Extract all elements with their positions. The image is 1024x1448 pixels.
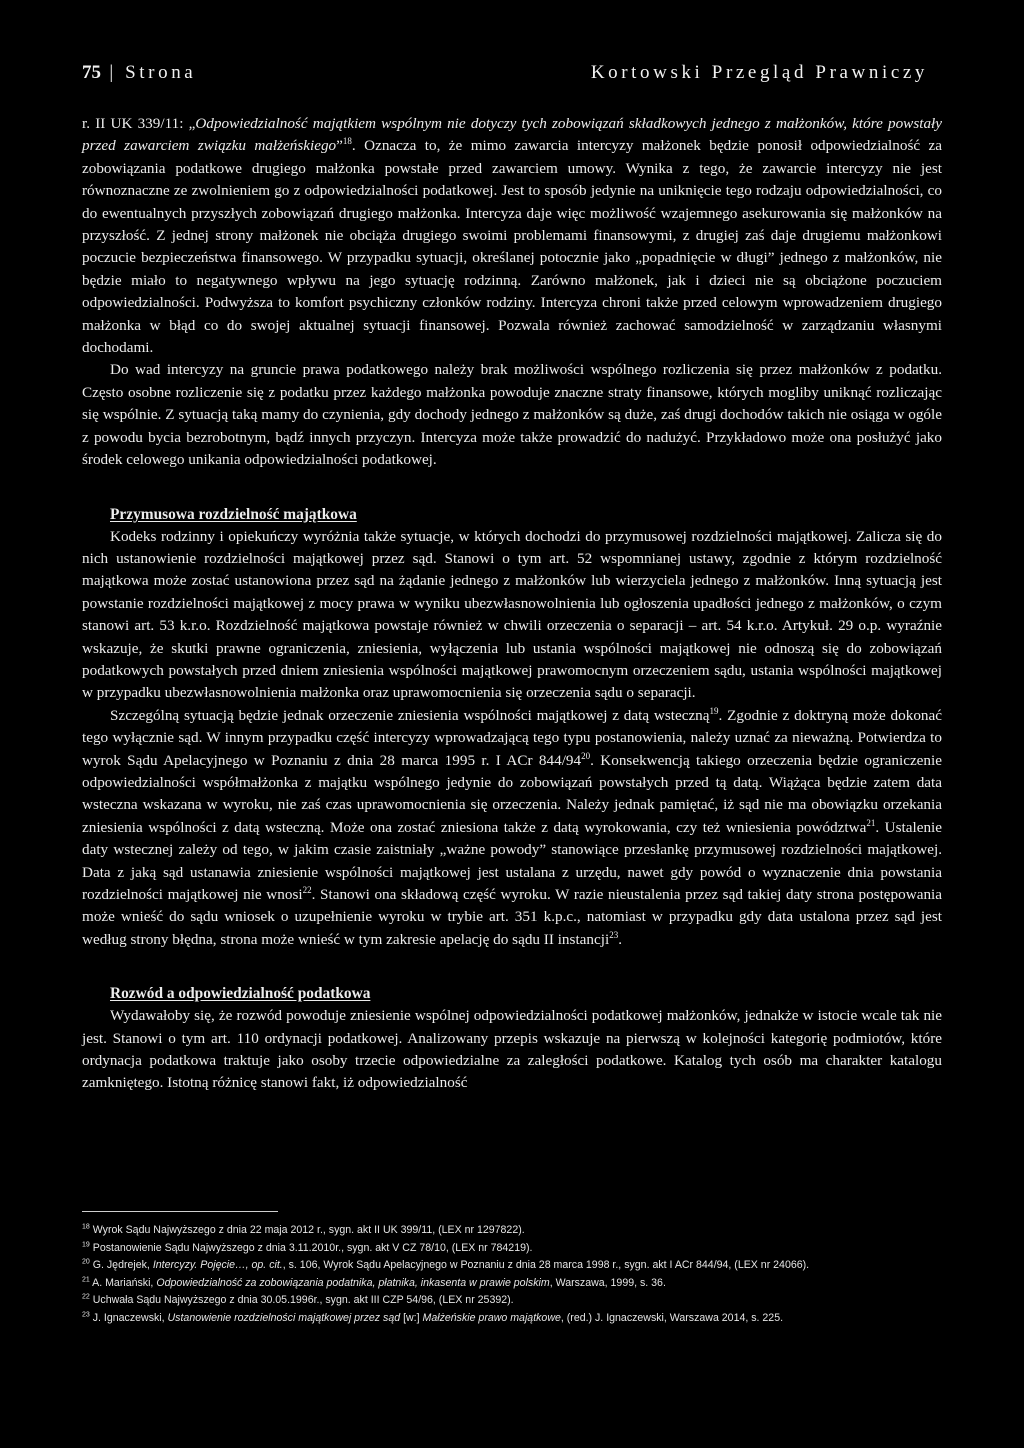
paragraph	[82, 705, 942, 951]
footnote-ref[interactable]: 20	[581, 750, 591, 761]
footnote-title: Intercyzy. Pojęcie…, op. cit.	[152, 1259, 283, 1272]
page-word: Strona	[125, 62, 197, 83]
document-body	[82, 113, 942, 1095]
quote-close: ”	[336, 137, 343, 155]
footnote-ref[interactable]: 23	[609, 929, 619, 940]
paragraph-text: . Oznacza to, że mimo zawarcia intercyzy małżonek będzie ponosił odpowiedzialność za zobowiązania podatkowe drugiego małżonka powstałe przed zawarciem umowy. Wynika z tego, że zawarcie intercyzy nie jest równoznaczne ze zwolnieniem go z odpowiedzialności podatkowej. Jest to sposób jedynie na uniknięcie tego rodzaju odpowiedzialności, co do ewentualnych przyszłych zobowiązań drugiego małżonka. Intercyza daje więc możliwość wzajemnego asekurowania się małżonków na przyszłość. Z jednej strony małżonek nie obciąża drugiego swoimi problemami finansowymi, z drugiej zaś daje drugiemu małżonkowi poczucie bezpieczeństwa finansowego. W przypadku sytuacji, określanej potocznie jako „popadnięcie w długi” jednego z małżonków, nie będzie miało to negatywnego wpływu na jego sytuację rodzinną. Zarówno małżonek, jak i dzieci nie są obciążone poczuciem odpowiedzialności. Podwyższa to komfort psychiczny członków rodziny. Intercyza chroni także przed celowym wprowadzeniem drugiego małżonka w błąd co do swojej aktualnej sytuacji finansowej. Pozwala również zachować samodzielność w zarządzaniu własnymi dochodami.	[82, 137, 943, 357]
footnote-title: Odpowiedzialność za zobowiązania podatnika, płatnika, inkasenta w prawie polskim	[156, 1276, 550, 1289]
footnote-text: [w:]	[400, 1311, 423, 1324]
page-separator: |	[109, 62, 117, 83]
paragraph-text: .	[618, 930, 622, 948]
page-number-label	[82, 62, 196, 84]
footnote-text: A. Mariański,	[92, 1276, 157, 1289]
footnote-text: , s. 106, Wyrok Sądu Apelacyjnego w Poznaniu z dnia 28 marca 1998 r., sygn. akt I ACr 844/94, (LEX nr 24066).	[282, 1259, 810, 1272]
footnote-number: 19	[82, 1241, 90, 1249]
footnote-number: 20	[82, 1258, 90, 1266]
footnote	[82, 1240, 940, 1258]
paragraph: Do wad intercyzy na gruncie prawa podatkowego należy brak możliwości wspólnego rozliczenia się przez małżonków z podatku. Często osobne rozliczenie się z podatku przez każdego małżonka powoduje znaczne straty finansowe, których mogliby uniknąć rozliczając się wspólnie. Z sytuacją taką mamy do czynienia, gdy dochody jednego z małżonków są duże, zaś drugi dochodów takich nie osiąga w ogóle z powodu bycia bezrobotnym, bądź innych przyczyn. Intercyza może także prowadzić do nadużyć. Przykładowo może ona posłużyć jako środek celowego unikania odpowiedzialności podatkowej.	[82, 361, 942, 469]
paragraph: Kodeks rodzinny i opiekuńczy wyróżnia także sytuacje, w których dochodzi do przymusowej rozdzielności majątkowej. Zalicza się do nich ustanowienie rozdzielności majątkowej przez sąd. Stanowi o tym art. 52 wspomnianej ustawy, zgodnie z którym rozdzielność majątkowa może zostać ustanowiona przez sąd na żądanie jednego z małżonków lub wierzyciela jednego z małżonków. Inną sytuacją jest powstanie rozdzielności majątkowej z mocy prawa w wyniku ubezwłasnowolnienia lub ogłoszenia upadłości jednego z małżonków, o czym stanowi art. 53 k.r.o. Rozdzielność majątkowa powstaje również w chwili orzeczenia o separacji – art. 54 k.r.o. Artykuł. 29 o.p. wyraźnie wskazuje, że skutki prawne ograniczenia, zniesienia, wyłączenia lub ustania wspólności majątkowej nie odnoszą się do zobowiązań podatkowych powstałych przed dniem zniesienia wspólności majątkowej prawomocnym orzeczeniem sądu, ustania wspólności majątkowej w przypadku ubezwłasnowolnienia małżonka oraz uprawomocnienia się orzeczenia sądu o separacji.	[82, 527, 942, 702]
footnote-text: G. Jędrejek,	[92, 1259, 153, 1272]
footnotes	[82, 1222, 940, 1328]
section-heading: Przymusowa rozdzielność majątkowa	[110, 505, 357, 523]
journal-title: Kortowski Przegląd Prawniczy	[590, 62, 928, 83]
paragraph-text: . Zgodnie z doktryną może dokonać tego wyłącznie sąd. W innym przypadku część intercyzy wprowadzającą tego typu postanowienia, należy uznać za nieważną. Potwierdza to wyrok Sądu Apelacyjnego w Poznaniu z dnia 28 marca 1995 r. I ACr 844/94	[82, 706, 942, 769]
footnote-text: Wyrok Sądu Najwyższego z dnia 22 maja 2012 r., sygn. akt II UK 399/11, (LEX nr 1297822).	[92, 1224, 525, 1236]
footnote-title: Ustanowienie rozdzielności majątkowej przez sąd	[167, 1311, 401, 1324]
paragraph: Wydawałoby się, że rozwód powoduje zniesienie wspólnej odpowiedzialności podatkowej małżonków, jednakże w istocie wcale tak nie jest. Stanowi o tym art. 110 ordynacji podatkowej. Analizowany przepis wskazuje na pierwszą w kolejności kategorię podmiotów, które ordynacja podatkowa traktuje jako osoby trzecie odpowiedzialne za zaległości podatkowe. Katalog tych osób ma charakter katalogu zamkniętego. Istotną różnicę stanowi fakt, iż odpowiedzialność	[82, 1007, 942, 1092]
footnote-text: Postanowienie Sądu Najwyższego z dnia 3.11.2010r., sygn. akt V CZ 78/10, (LEX nr 784219).	[92, 1241, 533, 1254]
footnote	[82, 1257, 940, 1275]
footnote-number: 23	[82, 1311, 90, 1319]
footnote-number: 22	[82, 1293, 90, 1301]
quote: Odpowiedzialność majątkiem wspólnym nie dotyczy tych zobowiązań składkowych jednego z małżonków, które powstały przed zawarciem związku małżeńskiego	[82, 115, 942, 155]
footnote-number: 21	[82, 1276, 90, 1284]
footnote	[82, 1275, 940, 1293]
page-header	[82, 62, 928, 84]
footnote-ref[interactable]: 21	[866, 817, 876, 828]
paragraph-text: . Stanowi ona składową część wyroku. W razie nieustalenia przez sąd takiej daty strona postępowania może wnieść do sądu wniosek o uzupełnienie wyroku w trybie art. 351 k.p.c., natomiast w przypadku gdy data ustalona przez sąd jest według strony błędna, strona może wnieść w tym zakresie apelację do sądu II instancji	[82, 886, 942, 948]
footnote-title: Małżeńskie prawo majątkowe	[422, 1311, 561, 1324]
footnote-divider	[82, 1211, 278, 1212]
footnote-text: Uchwała Sądu Najwyższego z dnia 30.05.1996r., sygn. akt III CZP 54/96, (LEX nr 25392).	[92, 1294, 514, 1307]
paragraph-text: . Ustalenie daty wstecznej zależy od tego, w jakim czasie zaistniały „ważne powody” stanowiące przesłankę przymusowej rozdzielności majątkowej. Data z jaką sąd ustanawia zniesienie wspólności majątkowej jest ustalana z urzędu, nawet gdy powód o wyznaczenie dnia powstania rozdzielności majątkowej nie wnosi	[82, 818, 942, 903]
footnote-ref[interactable]: 22	[302, 884, 312, 895]
section-heading: Rozwód a odpowiedzialność podatkowa	[110, 985, 371, 1003]
footnote-ref[interactable]: 18	[342, 136, 352, 147]
footnote	[82, 1222, 940, 1240]
footnote-number: 18	[82, 1223, 90, 1231]
paragraph-text: . Konsekwencją takiego orzeczenia będzie ograniczenie odpowiedzialności współmałżonka z majątku wspólnego jedynie do zobowiązań powstałych przed tą datą. Wiążąca będzie zatem data wsteczna wskazana w wyroku, nie zaś czas uprawomocnienia się orzeczenia. Należy jednak pamiętać, iż sąd nie ma obowiązku orzekania zniesienia wspólności z datą wsteczną. Może ona zostać zniesiona także z datą wyrokowania, czy też wniesienia powództwa	[82, 751, 942, 836]
footnote	[82, 1292, 940, 1310]
page-number: 75	[82, 62, 101, 83]
footnote-text: J. Ignaczewski,	[92, 1311, 168, 1324]
paragraph	[82, 113, 942, 359]
footnote-text: , (red.) J. Ignaczewski, Warszawa 2014, s. 225.	[560, 1311, 784, 1324]
paragraph-text: Szczególną sytuacją będzie jednak orzeczenie zniesienia wspólności majątkowej z datą wsteczną	[110, 706, 710, 724]
paragraph-lead: r. II UK 339/11: „	[82, 115, 196, 132]
footnote-text: , Warszawa, 1999, s. 36.	[549, 1276, 666, 1289]
footnote	[82, 1310, 940, 1328]
footnote-ref[interactable]: 19	[709, 705, 719, 716]
